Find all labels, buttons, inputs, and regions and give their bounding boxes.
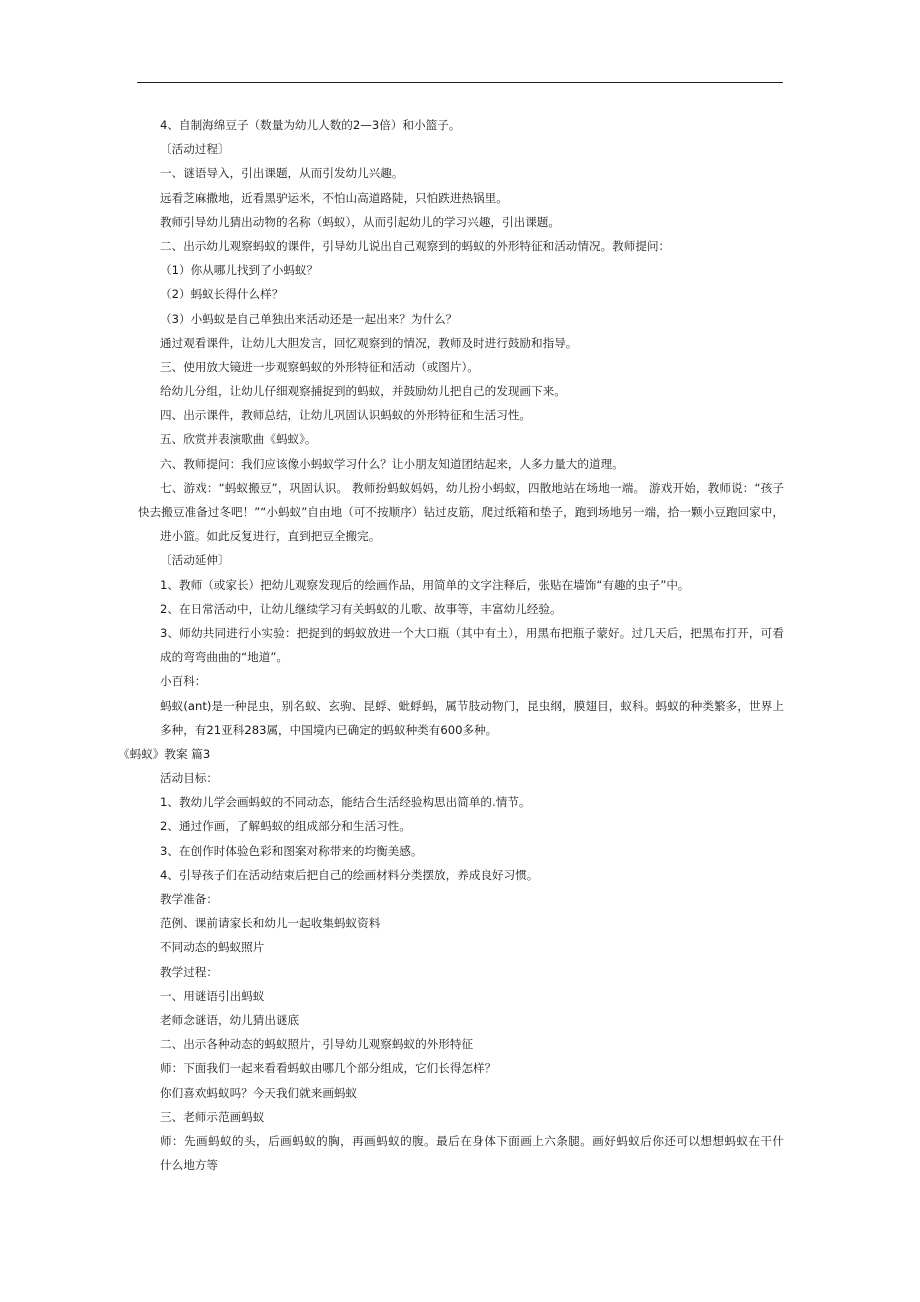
text-line: 师：下面我们一起来看看蚂蚁由哪几个部分组成，它们长得怎样？ [160, 1061, 497, 1076]
text-line: 1、教幼儿学会画蚂蚁的不同动态，能结合生活经验构思出简单的.情节。 [160, 795, 531, 810]
text-line: 一、用谜语引出蚂蚁 [160, 988, 265, 1003]
text-line: 进小篮。如此反复进行，直到把豆全搬完。 [160, 529, 381, 544]
text-line: 4、引导孩子们在活动结束后把自己的绘画材料分类摆放，养成良好习惯。 [160, 867, 539, 882]
text-line: 不同动态的蚂蚁照片 [160, 940, 265, 955]
text-line: 成的弯弯曲曲的“地道”。 [160, 650, 288, 665]
text-line: 四、出示课件，教师总结，让幼儿巩固认识蚂蚁的外形特征和生活习性。 [160, 408, 532, 423]
text-line: 师：先画蚂蚁的头，后画蚂蚁的胸，再画蚂蚁的腹。最后在身体下面画上六条腿。画好蚂蚁后你还可以想想蚂蚁在干什 [160, 1133, 784, 1148]
text-line: 三、使用放大镜进一步观察蚂蚁的外形特征和活动（或图片）。 [160, 359, 479, 374]
text-line: （2）蚂蚁长得什么样？ [160, 287, 284, 302]
text-line: 远看芝麻撒地，近看黑驴运米，不怕山高道路陡，只怕跌进热锅里。 [160, 190, 508, 205]
text-line: （1）你从哪儿找到了小蚂蚁？ [160, 263, 319, 278]
text-line: 你们喜欢蚂蚁吗？今天我们就来画蚂蚁 [160, 1085, 358, 1100]
text-line: （3）小蚂蚁是自己单独出来活动还是一起出来？为什么？ [160, 311, 458, 326]
text-line: 2、通过作画，了解蚂蚁的组成部分和生活习性。 [160, 819, 411, 834]
text-line: 六、教师提问：我们应该像小蚂蚁学习什么？让小朋友知道团结起来，人多力量大的道理。 [160, 456, 624, 471]
document-body [118, 113, 784, 1177]
text-line: 给幼儿分组，让幼儿仔细观察捕捉到的蚂蚁，并鼓励幼儿把自己的发现画下来。 [160, 384, 566, 399]
text-line: 二、出示幼儿观察蚂蚁的课件，引导幼儿说出自己观察到的蚂蚁的外形特征和活动情况。教师提问： [160, 238, 671, 253]
text-line: 活动目标： [160, 771, 218, 786]
text-line: 二、出示各种动态的蚂蚁照片，引导幼儿观察蚂蚁的外形特征 [160, 1037, 474, 1052]
text-line: 小百科： [160, 674, 207, 689]
text-line: 七、游戏：“蚂蚁搬豆”，巩固认识。 教师扮蚂蚁妈妈，幼儿扮小蚂蚁，四散地站在场地一端。 游戏开始，教师说：“孩子 [160, 480, 784, 495]
text-line: 1、教师（或家长）把幼儿观察发现后的绘画作品，用简单的文字注释后，张贴在墙饰“有趣的虫子”中。 [160, 577, 690, 592]
text-line: 教师引导幼儿猜出动物的名称（蚂蚁），从而引起幼儿的学习兴趣，引出课题。 [160, 214, 560, 229]
text-line: 五、欣赏并表演歌曲《蚂蚁》。 [160, 432, 317, 447]
text-line: 教学准备： [160, 892, 218, 906]
text-line: 〔活动过程〕 [160, 142, 230, 157]
text-line: 教学过程： [160, 964, 218, 979]
text-line: 什么地方等 [160, 1158, 218, 1173]
header-rule [137, 82, 783, 83]
text-line: 3、在创作时体验色彩和图案对称带来的均衡美感。 [160, 843, 423, 858]
text-line: 三、老师示范画蚂蚁 [160, 1109, 265, 1124]
section-heading: 《蚂蚁》教案 篇3 [118, 746, 211, 761]
text-line: 老师念谜语，幼儿猜出谜底 [160, 1012, 300, 1027]
text-line: 〔活动延伸〕 [160, 553, 230, 568]
text-line: 2、在日常活动中，让幼儿继续学习有关蚂蚁的儿歌、故事等，丰富幼儿经验。 [160, 601, 562, 616]
text-line: 多种，有21亚科283属，中国境内已确定的蚂蚁种类有600多种。 [160, 722, 498, 737]
text-line: 一、谜语导入，引出课题，从而引发幼儿兴趣。 [160, 166, 404, 181]
text-line: 通过观看课件，让幼儿大胆发言，回忆观察到的情况，教师及时进行鼓励和指导。 [160, 335, 578, 350]
text-line: 3、师幼共同进行小实验：把捉到的蚂蚁放进一个大口瓶（其中有土），用黑布把瓶子蒙好。过几天后，把黑布打开，可看 [160, 625, 784, 640]
text-line: 范例、课前请家长和幼儿一起收集蚂蚁资料 [160, 916, 381, 931]
text-line: 快去搬豆准备过冬吧！”“小蚂蚁”自由地（可不按顺序）钻过皮筋，爬过纸箱和垫子，跑到场地另一端，拾一颗小豆跑回家中， [138, 505, 784, 519]
text-line: 4、自制海绵豆子（数量为幼儿人数的2—3倍）和小篮子。 [160, 118, 461, 132]
text-line: 蚂蚁(ant)是一种昆虫，别名蚁、玄驹、昆蜉、蚍蜉蚂，属节肢动物门，昆虫纲，膜翅目，蚁科。蚂蚁的种类繁多，世界上 [160, 698, 784, 713]
